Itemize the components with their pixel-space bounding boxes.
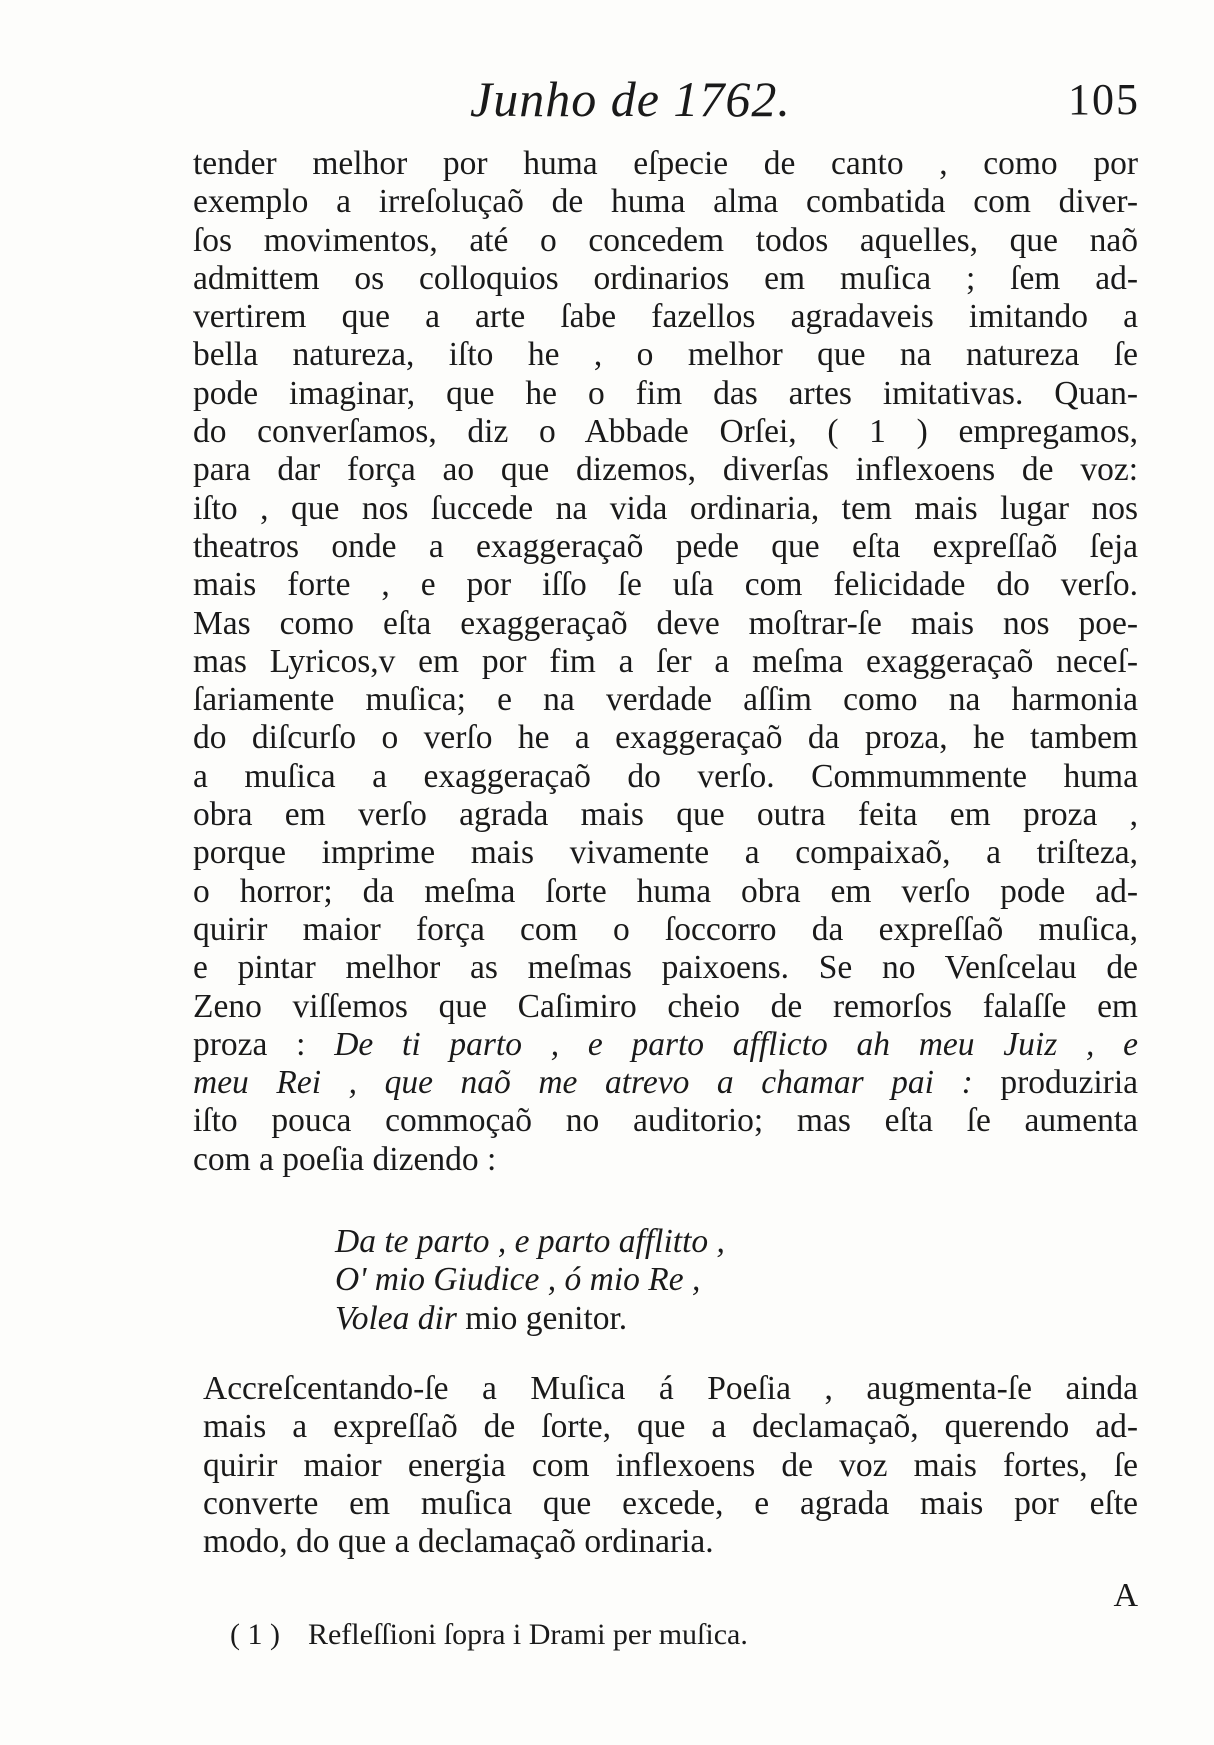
quote-tail: produziria xyxy=(1000,1064,1138,1102)
text-line: tender melhor por huma eſpecie de canto , como por xyxy=(193,145,1138,182)
footnote xyxy=(230,1618,748,1652)
text-line: pode imaginar, que he o fim das artes imitativas. Quan- xyxy=(193,374,1138,412)
italic-quote: meu Rei , que naõ me atrevo a chamar pai : xyxy=(193,1064,973,1102)
verse-line xyxy=(335,1300,725,1338)
main-paragraph xyxy=(193,145,1138,1179)
text-line: com a poeſia dizendo : xyxy=(193,1140,497,1178)
verse-line: Da te parto , e parto afflitto , xyxy=(335,1223,725,1260)
text-line: bella natureza, iſto he , o melhor que na natureza ſe xyxy=(193,336,1138,374)
text-line: mais forte , e por iſſo ſe uſa com felicidade do verſo. xyxy=(193,566,1138,604)
text-line: converte em muſica que excede, e agrada mais por eſte xyxy=(203,1484,1138,1522)
text-line: iſto , que nos ſuccede na vida ordinaria, tem mais lugar nos xyxy=(193,489,1138,527)
text-line: vertirem que a arte ſabe fazellos agradaveis imitando a xyxy=(193,298,1138,336)
text-line: o horror; da meſma ſorte huma obra em verſo pode ad- xyxy=(193,872,1138,910)
text-line: theatros onde a exaggeraçaõ pede que eſta expreſſaõ ſeja xyxy=(193,527,1138,565)
text-line: quirir maior força com o ſoccorro da expreſſaõ muſica, xyxy=(193,910,1138,948)
verse-line: O' mio Giudice , ó mio Re , xyxy=(335,1261,701,1299)
text-line: para dar força ao que dizemos, diverſas inflexoens de voz: xyxy=(193,451,1138,489)
text-line: do diſcurſo o verſo he a exaggeraçaõ da proza, he tambem xyxy=(193,719,1138,757)
text-line: obra em verſo agrada mais que outra feita em proza , xyxy=(193,796,1138,834)
text-line: Accreſcentando-ſe a Muſica á Poeſia , augmenta-ſe ainda xyxy=(203,1370,1138,1407)
text-line: iſto pouca commoçaõ no auditorio; mas eſta ſe aumenta xyxy=(193,1102,1138,1140)
footnote-mark: ( 1 ) xyxy=(230,1618,280,1651)
prose-prefix: proza : xyxy=(193,1025,306,1063)
text-line: porque imprime mais vivamente a compaixaõ, a triſteza, xyxy=(193,834,1138,872)
text-line: e pintar melhor as meſmas paixoens. Se no Venſcelau de xyxy=(193,949,1138,987)
second-paragraph xyxy=(203,1370,1138,1561)
footnote-text: Refleſſioni ſopra i Drami per muſica. xyxy=(307,1618,748,1651)
text-line: ſos movimentos, até o concedem todos aquelles, que naõ xyxy=(193,221,1138,259)
text-line: mas Lyricos,v em por fim a ſer a meſma exaggeraçaõ neceſ- xyxy=(193,642,1138,680)
quote-line xyxy=(193,1026,1138,1064)
text-line: mais a expreſſaõ de ſorte, que a declamaçaõ, querendo ad- xyxy=(203,1408,1138,1446)
text-line: Zeno viſſemos que Caſimiro cheio de remorſos falaſſe em xyxy=(193,987,1138,1025)
catchword: A xyxy=(1113,1577,1138,1614)
text-line: admittem os colloquios ordinarios em muſica ; ſem ad- xyxy=(193,259,1138,297)
text-line: ſariamente muſica; e na verdade aſſim como na harmonia xyxy=(193,681,1138,719)
text-line: quirir maior energia com inflexoens de voz mais fortes, ſe xyxy=(203,1446,1138,1484)
quote-line xyxy=(193,1064,1138,1102)
text-line: Mas como eſta exaggeraçaõ deve moſtrar-ſe mais nos poe- xyxy=(193,604,1138,642)
italic-quote: De ti parto , e parto afflicto ah meu Juiz , e xyxy=(334,1025,1138,1063)
text-line: a muſica a exaggeraçaõ do verſo. Commummente huma xyxy=(193,757,1138,795)
text-line: modo, do que a declamaçaõ ordinaria. xyxy=(203,1523,714,1561)
text-line: exemplo a irreſoluçaõ de huma alma combatida com diver- xyxy=(193,183,1138,221)
verse-italic: Volea dir xyxy=(335,1299,457,1337)
page-header xyxy=(195,70,1140,140)
verse-block xyxy=(335,1223,725,1338)
running-title: Junho de 1762. xyxy=(470,71,791,127)
verse-roman: mio genitor. xyxy=(465,1299,628,1337)
text-line: do converſamos, diz o Abbade Orſei, ( 1 ) empregamos, xyxy=(193,413,1138,451)
page-number: 105 xyxy=(1068,75,1140,124)
